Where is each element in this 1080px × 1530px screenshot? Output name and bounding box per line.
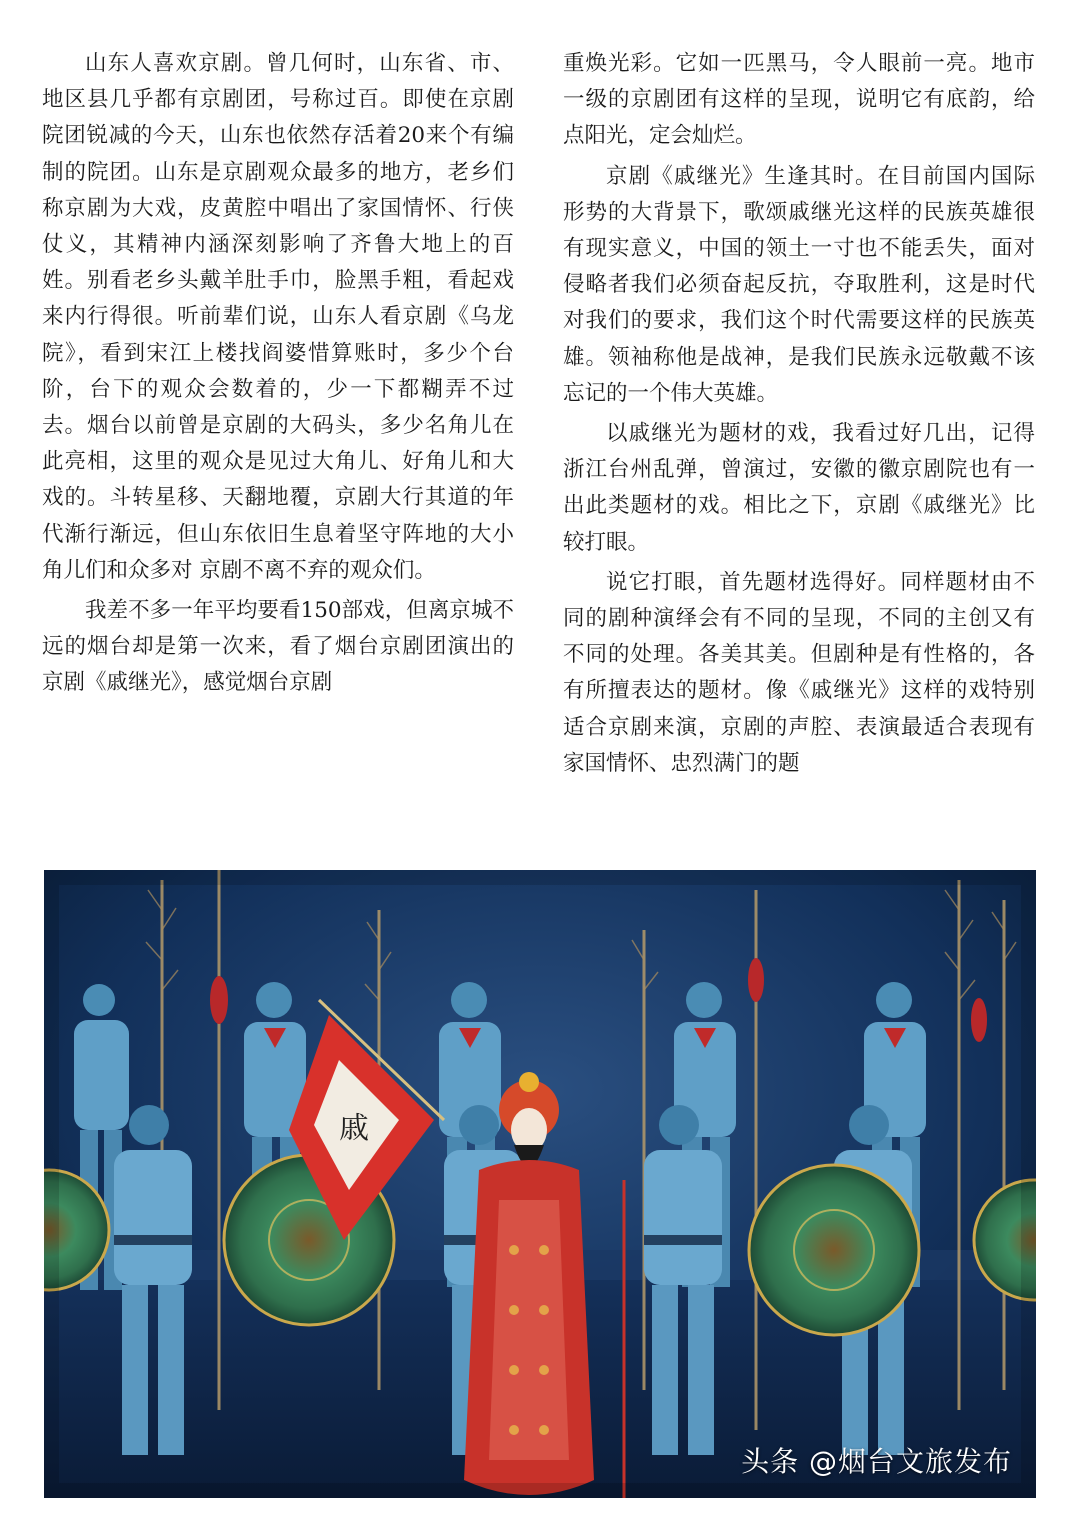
article-column-left xyxy=(42,46,514,702)
paragraph: 我差不多一年平均要看150部戏，但离京城不远的烟台却是第一次来，看了烟台京剧团演出的京剧《戚继光》，感觉烟台京剧 xyxy=(42,598,514,696)
paragraph: 以戚继光为题材的戏，我看过好几出，记得浙江台州乱弹，曾演过，安徽的徽京剧院也有一出此类题材的戏。相比之下，京剧《戚继光》比较打眼。 xyxy=(563,421,1035,555)
paragraph: 山东人喜欢京剧。曾几何时，山东省、市、地区县几乎都有京剧团，号称过百。即使在京剧院团锐减的今天，山东也依然存活着20来个有编制的院团。山东是京剧观众最多的地方，老乡们称京剧为大戏，皮黄腔中唱出了家国情怀、行侠仗义，其精神内涵深刻影响了齐鲁大地上的百姓。别看老乡头戴羊肚手巾，脸黑手粗，看起戏来内行得很。听前辈们说，山东人看京剧《乌龙院》，看到宋江上楼找阎婆惜算账时，多少个台阶，台下的观众会数着的，少一下都糊弄不过去。烟台以前曾是京剧的大码头，多少名角儿在此亮相，这里的观众是见过大角儿、好角儿和大戏的。斗转星移、天翻地覆，京剧大行其道的年代渐行渐远，但山东依旧生息着坚守阵地的大小角儿们和众多对 京剧不离不弃的观众们。 xyxy=(42,51,514,583)
article-column-right xyxy=(563,46,1035,782)
paragraph: 说它打眼，首先题材选得好。同样题材由不同的剧种演绎会有不同的呈现，不同的主创又有不同的处理。各美其美。但剧种是有性格的，各有所擅表达的题材。像《戚继光》这样的戏特别适合京剧来演，京剧的声腔、表演最适合表现有家国情怀、忠烈满门的题 xyxy=(563,569,1035,776)
stage-photo xyxy=(44,870,1036,1498)
paragraph: 京剧《戚继光》生逢其时。在目前国内国际形势的大背景下，歌颂戚继光这样的民族英雄很有现实意义，中国的领土一寸也不能丢失，面对侵略者我们必须奋起反抗，夺取胜利，这是时代对我们的要求，我们这个时代需要这样的民族英雄。领袖称他是战神，是我们民族永远敬戴不该忘记的一个伟大英雄。 xyxy=(563,163,1035,406)
flag-character: 戚 xyxy=(339,1111,369,1146)
watermark: 头条 @烟台文旅发布 xyxy=(741,1445,1012,1478)
paragraph-continuation: 重焕光彩。它如一匹黑马，令人眼前一亮。地市一级的京剧团有这样的呈现，说明它有底韵，给点阳光，定会灿烂。 xyxy=(563,51,1035,149)
stage-scene-illustration xyxy=(44,870,1036,1498)
